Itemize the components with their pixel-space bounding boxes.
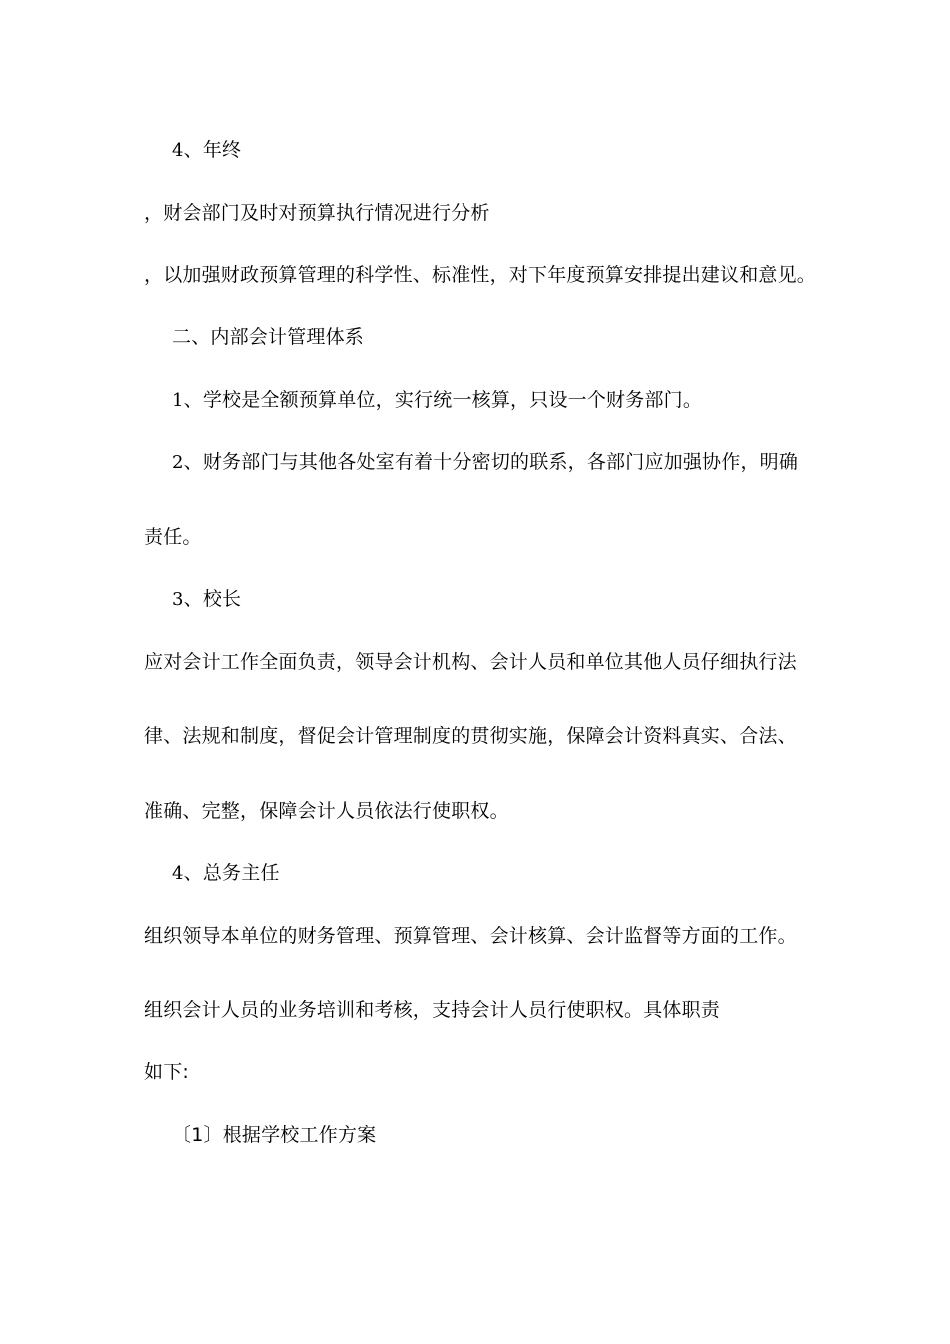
line-text: 、年终 [183,139,242,161]
paragraph-line [172,388,702,413]
paragraph-line: 组织领导本单位的财务管理、预算管理、会计核算、会计监督等方面的工作。 [144,925,797,947]
item-number: 1 [172,390,184,411]
paragraph-line: 如下: [144,1061,190,1083]
paragraph-line: ，以加强财政预算管理的科学性、标准性，对下年度预算安排提出建议和意见。 [144,264,817,286]
paragraph-line [172,138,241,163]
item-number: 4 [172,140,184,161]
paragraph-line [172,587,241,612]
paragraph-line: 组织会计人员的业务培训和考核，支持会计人员行使职权。具体职责 [144,999,721,1021]
paragraph-line: 准确、完整，保障会计人员依法行使职权。 [144,800,509,822]
item-number: 2 [172,452,184,473]
item-number: 4 [172,863,184,884]
item-number: 3 [172,589,184,610]
paragraph-line: 律、法规和制度，督促会计管理制度的贯彻实施，保障会计资料真实、合法、 [144,725,797,747]
line-text: 、校长 [183,588,242,610]
paragraph-line: 〔1〕根据学校工作方案 [172,1124,377,1146]
paragraph-line: ，财会部门及时对预算执行情况进行分析 [144,202,490,224]
paragraph-line [172,861,280,886]
line-text: 、学校是全额预算单位，实行统一核算，只设一个财务部门。 [183,389,703,411]
paragraph-line: 应对会计工作全面负责，领导会计机构、会计人员和单位其他人员仔细执行法 [144,651,797,673]
paragraph-line: 责任。 [144,526,202,548]
paragraph-line [172,450,798,475]
section-heading: 二、内部会计管理体系 [172,326,365,348]
line-text: 、总务主任 [183,862,280,884]
line-text: 、财务部门与其他各处室有着十分密切的联系，各部门应加强协作，明确 [183,451,799,473]
